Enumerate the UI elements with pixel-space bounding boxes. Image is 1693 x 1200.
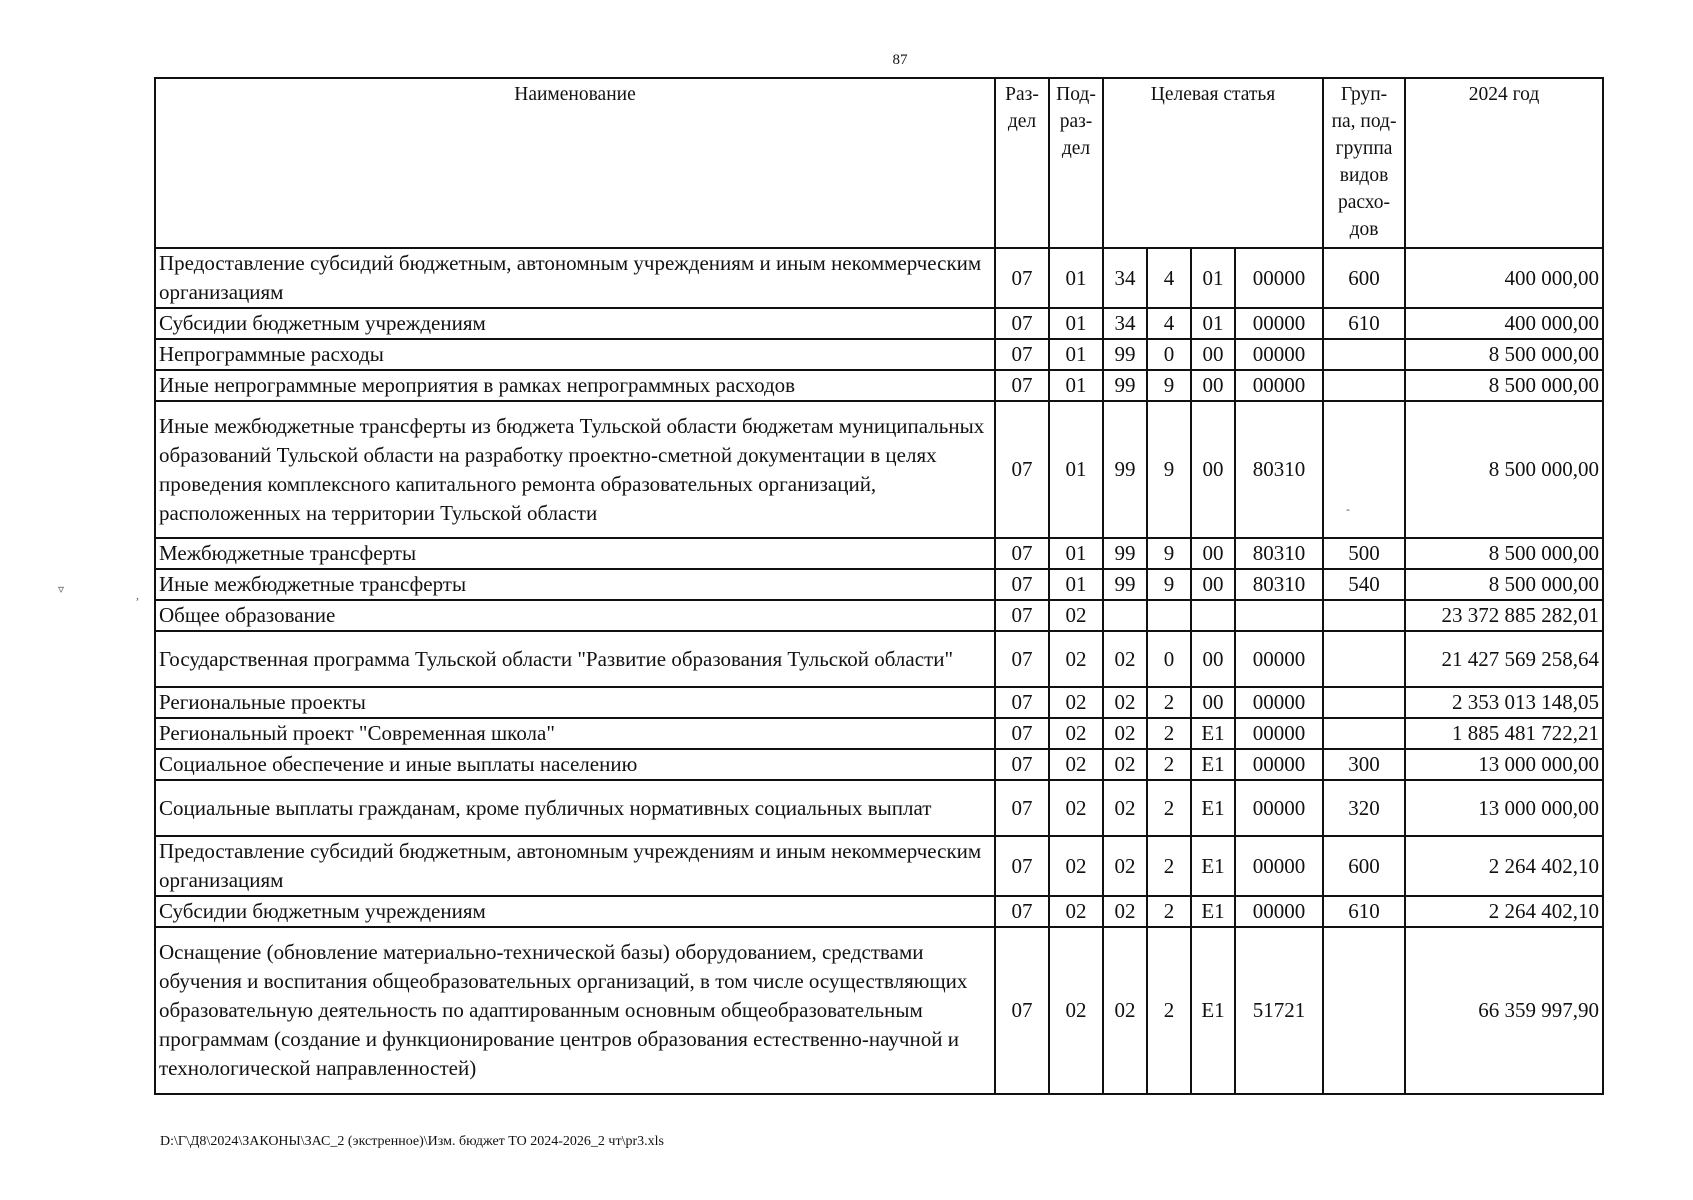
row-amount: 8 500 000,00: [1405, 538, 1603, 569]
row-name: Субсидии бюджетным учреждениям: [155, 308, 995, 339]
header-podrazdel: Под- раз- дел: [1049, 78, 1103, 248]
row-name: Региональный проект "Современная школа": [155, 718, 995, 749]
row-expense-group: 610: [1323, 308, 1405, 339]
row-target-program: 02: [1103, 749, 1147, 780]
row-target-program: 02: [1103, 896, 1147, 927]
table-row: [155, 339, 1603, 370]
table-row: [155, 631, 1603, 687]
row-target-direction: 00000: [1235, 370, 1323, 401]
row-target-direction: 80310: [1235, 569, 1323, 600]
row-razdel: 07: [995, 370, 1049, 401]
row-expense-group: [1323, 687, 1405, 718]
row-expense-group: 610: [1323, 896, 1405, 927]
row-target-subtype: 4: [1147, 308, 1191, 339]
row-podrazdel: 02: [1049, 749, 1103, 780]
row-target-event: E1: [1191, 896, 1235, 927]
row-target-program: 34: [1103, 248, 1147, 308]
row-target-subtype: 2: [1147, 896, 1191, 927]
table-row: [155, 308, 1603, 339]
row-expense-group: 600: [1323, 248, 1405, 308]
row-target-event: 00: [1191, 538, 1235, 569]
row-expense-group: 500: [1323, 538, 1405, 569]
row-target-event: E1: [1191, 927, 1235, 1094]
row-target-event: [1191, 600, 1235, 631]
row-target-direction: 00000: [1235, 836, 1323, 896]
row-amount: 400 000,00: [1405, 308, 1603, 339]
row-amount: 23 372 885 282,01: [1405, 600, 1603, 631]
header-year: 2024 год: [1405, 78, 1603, 248]
row-target-program: 99: [1103, 339, 1147, 370]
row-amount: 8 500 000,00: [1405, 339, 1603, 370]
row-target-subtype: 2: [1147, 836, 1191, 896]
row-target-subtype: 2: [1147, 718, 1191, 749]
row-target-direction: 00000: [1235, 749, 1323, 780]
row-podrazdel: 02: [1049, 927, 1103, 1094]
row-name: Оснащение (обновление материально-технической базы) оборудованием, средствами обучения и воспитания общеобразовательных организаций, в том числе осуществляющих образовательную деятельность по адаптированным основным общеобразовательным программам (создание и функционирование центров образования естественно-научной и технологической направленностей): [155, 927, 995, 1094]
table-row: [155, 896, 1603, 927]
row-amount: 8 500 000,00: [1405, 370, 1603, 401]
row-name: Предоставление субсидий бюджетным, автономным учреждениям и иным некоммерческим организациям: [155, 836, 995, 896]
row-target-event: 00: [1191, 401, 1235, 538]
row-name: Иные межбюджетные трансферты из бюджета Тульской области бюджетам муниципальных образований Тульской области на разработку проектно-сметной документации в целях проведения комплексного капитального ремонта образовательных организаций, расположенных на территории Тульской области: [155, 401, 995, 538]
table-row: [155, 718, 1603, 749]
row-name: Социальные выплаты гражданам, кроме публичных нормативных социальных выплат: [155, 780, 995, 836]
row-target-event: E1: [1191, 749, 1235, 780]
header-name: Наименование: [155, 78, 995, 248]
row-amount: 21 427 569 258,64: [1405, 631, 1603, 687]
row-expense-group: [1323, 339, 1405, 370]
row-razdel: 07: [995, 339, 1049, 370]
table-row: [155, 749, 1603, 780]
row-podrazdel: 02: [1049, 600, 1103, 631]
row-target-direction: 00000: [1235, 718, 1323, 749]
row-expense-group: 320: [1323, 780, 1405, 836]
table-row: [155, 836, 1603, 896]
row-razdel: 07: [995, 836, 1049, 896]
row-amount: 13 000 000,00: [1405, 749, 1603, 780]
row-target-direction: 00000: [1235, 687, 1323, 718]
row-target-subtype: 9: [1147, 538, 1191, 569]
row-target-direction: 00000: [1235, 631, 1323, 687]
row-name: Социальное обеспечение и иные выплаты населению: [155, 749, 995, 780]
row-name: Иные непрограммные мероприятия в рамках непрограммных расходов: [155, 370, 995, 401]
row-name: Межбюджетные трансферты: [155, 538, 995, 569]
row-expense-group: [1323, 631, 1405, 687]
row-razdel: 07: [995, 718, 1049, 749]
header-razdel: Раз- дел: [995, 78, 1049, 248]
row-target-direction: 00000: [1235, 896, 1323, 927]
row-expense-group: [1323, 370, 1405, 401]
row-podrazdel: 01: [1049, 248, 1103, 308]
row-razdel: 07: [995, 749, 1049, 780]
row-razdel: 07: [995, 401, 1049, 538]
row-target-event: E1: [1191, 780, 1235, 836]
row-target-program: 02: [1103, 631, 1147, 687]
row-target-program: 34: [1103, 308, 1147, 339]
table-row: [155, 780, 1603, 836]
row-podrazdel: 02: [1049, 687, 1103, 718]
row-podrazdel: 01: [1049, 370, 1103, 401]
page-number: 87: [892, 52, 908, 68]
row-amount: 2 353 013 148,05: [1405, 687, 1603, 718]
scan-mark: -: [1346, 502, 1350, 516]
table-row: [155, 927, 1603, 1094]
row-target-subtype: 9: [1147, 401, 1191, 538]
table-row: [155, 569, 1603, 600]
row-target-direction: 80310: [1235, 401, 1323, 538]
row-target-event: 00: [1191, 339, 1235, 370]
row-target-direction: 00000: [1235, 780, 1323, 836]
file-path-footer: D:\Г\Д8\2024\ЗАКОНЫ\ЗАС_2 (экстренное)\Изм. бюджет ТО 2024-2026_2 чт\pr3.xls: [160, 1134, 664, 1149]
row-target-direction: 00000: [1235, 308, 1323, 339]
row-target-subtype: 9: [1147, 370, 1191, 401]
row-amount: 400 000,00: [1405, 248, 1603, 308]
row-amount: 8 500 000,00: [1405, 569, 1603, 600]
row-target-subtype: 2: [1147, 749, 1191, 780]
row-razdel: 07: [995, 600, 1049, 631]
row-razdel: 07: [995, 687, 1049, 718]
row-name: Общее образование: [155, 600, 995, 631]
table-body: [155, 248, 1603, 1094]
row-target-program: 99: [1103, 401, 1147, 538]
row-razdel: 07: [995, 631, 1049, 687]
row-podrazdel: 02: [1049, 896, 1103, 927]
header-group: Груп- па, под- группа видов расхо- дов: [1323, 78, 1405, 248]
row-name: Иные межбюджетные трансферты: [155, 569, 995, 600]
row-name: Непрограммные расходы: [155, 339, 995, 370]
row-expense-group: [1323, 600, 1405, 631]
row-expense-group: [1323, 927, 1405, 1094]
table-row: [155, 687, 1603, 718]
row-target-direction: 00000: [1235, 248, 1323, 308]
row-podrazdel: 01: [1049, 538, 1103, 569]
row-target-program: 02: [1103, 927, 1147, 1094]
row-target-program: 99: [1103, 370, 1147, 401]
row-target-direction: 80310: [1235, 538, 1323, 569]
row-amount: 1 885 481 722,21: [1405, 718, 1603, 749]
row-expense-group: [1323, 718, 1405, 749]
row-name: Региональные проекты: [155, 687, 995, 718]
row-amount: 66 359 997,90: [1405, 927, 1603, 1094]
row-target-direction: [1235, 600, 1323, 631]
row-razdel: 07: [995, 896, 1049, 927]
row-target-event: 00: [1191, 370, 1235, 401]
row-podrazdel: 02: [1049, 780, 1103, 836]
row-razdel: 07: [995, 927, 1049, 1094]
row-target-event: 00: [1191, 631, 1235, 687]
row-razdel: 07: [995, 308, 1049, 339]
table-row: [155, 248, 1603, 308]
row-target-subtype: 0: [1147, 631, 1191, 687]
row-target-program: 99: [1103, 569, 1147, 600]
row-name: Субсидии бюджетным учреждениям: [155, 896, 995, 927]
row-target-program: 02: [1103, 687, 1147, 718]
row-podrazdel: 01: [1049, 339, 1103, 370]
row-target-event: 01: [1191, 308, 1235, 339]
row-target-event: 00: [1191, 687, 1235, 718]
row-target-subtype: 2: [1147, 780, 1191, 836]
row-target-subtype: 2: [1147, 927, 1191, 1094]
row-target-subtype: [1147, 600, 1191, 631]
row-target-event: E1: [1191, 718, 1235, 749]
row-podrazdel: 02: [1049, 631, 1103, 687]
row-target-event: E1: [1191, 836, 1235, 896]
row-target-subtype: 0: [1147, 339, 1191, 370]
row-podrazdel: 02: [1049, 836, 1103, 896]
row-razdel: 07: [995, 248, 1049, 308]
row-target-direction: 00000: [1235, 339, 1323, 370]
table-row: [155, 401, 1603, 538]
header-row: [155, 78, 1603, 248]
table-row: [155, 538, 1603, 569]
header-target: Целевая статья: [1103, 78, 1323, 248]
row-target-subtype: 2: [1147, 687, 1191, 718]
row-expense-group: 600: [1323, 836, 1405, 896]
row-podrazdel: 01: [1049, 401, 1103, 538]
table-row: [155, 370, 1603, 401]
row-target-subtype: 4: [1147, 248, 1191, 308]
row-target-program: 02: [1103, 836, 1147, 896]
scan-mark: ,: [136, 588, 139, 602]
scan-mark: ▿: [58, 582, 65, 596]
row-razdel: 07: [995, 538, 1049, 569]
row-expense-group: 300: [1323, 749, 1405, 780]
row-target-program: [1103, 600, 1147, 631]
row-podrazdel: 01: [1049, 569, 1103, 600]
row-name: Предоставление субсидий бюджетным, автономным учреждениям и иным некоммерческим организациям: [155, 248, 995, 308]
row-target-program: 02: [1103, 718, 1147, 749]
row-target-event: 01: [1191, 248, 1235, 308]
table-row: [155, 600, 1603, 631]
budget-table: [154, 77, 1604, 1095]
row-target-event: 00: [1191, 569, 1235, 600]
row-amount: 8 500 000,00: [1405, 401, 1603, 538]
row-expense-group: [1323, 401, 1405, 538]
row-target-program: 99: [1103, 538, 1147, 569]
row-podrazdel: 01: [1049, 308, 1103, 339]
row-amount: 2 264 402,10: [1405, 836, 1603, 896]
row-target-direction: 51721: [1235, 927, 1323, 1094]
row-amount: 13 000 000,00: [1405, 780, 1603, 836]
row-target-program: 02: [1103, 780, 1147, 836]
row-razdel: 07: [995, 569, 1049, 600]
row-name: Государственная программа Тульской области "Развитие образования Тульской области": [155, 631, 995, 687]
row-expense-group: 540: [1323, 569, 1405, 600]
row-target-subtype: 9: [1147, 569, 1191, 600]
row-razdel: 07: [995, 780, 1049, 836]
row-podrazdel: 02: [1049, 718, 1103, 749]
row-amount: 2 264 402,10: [1405, 896, 1603, 927]
